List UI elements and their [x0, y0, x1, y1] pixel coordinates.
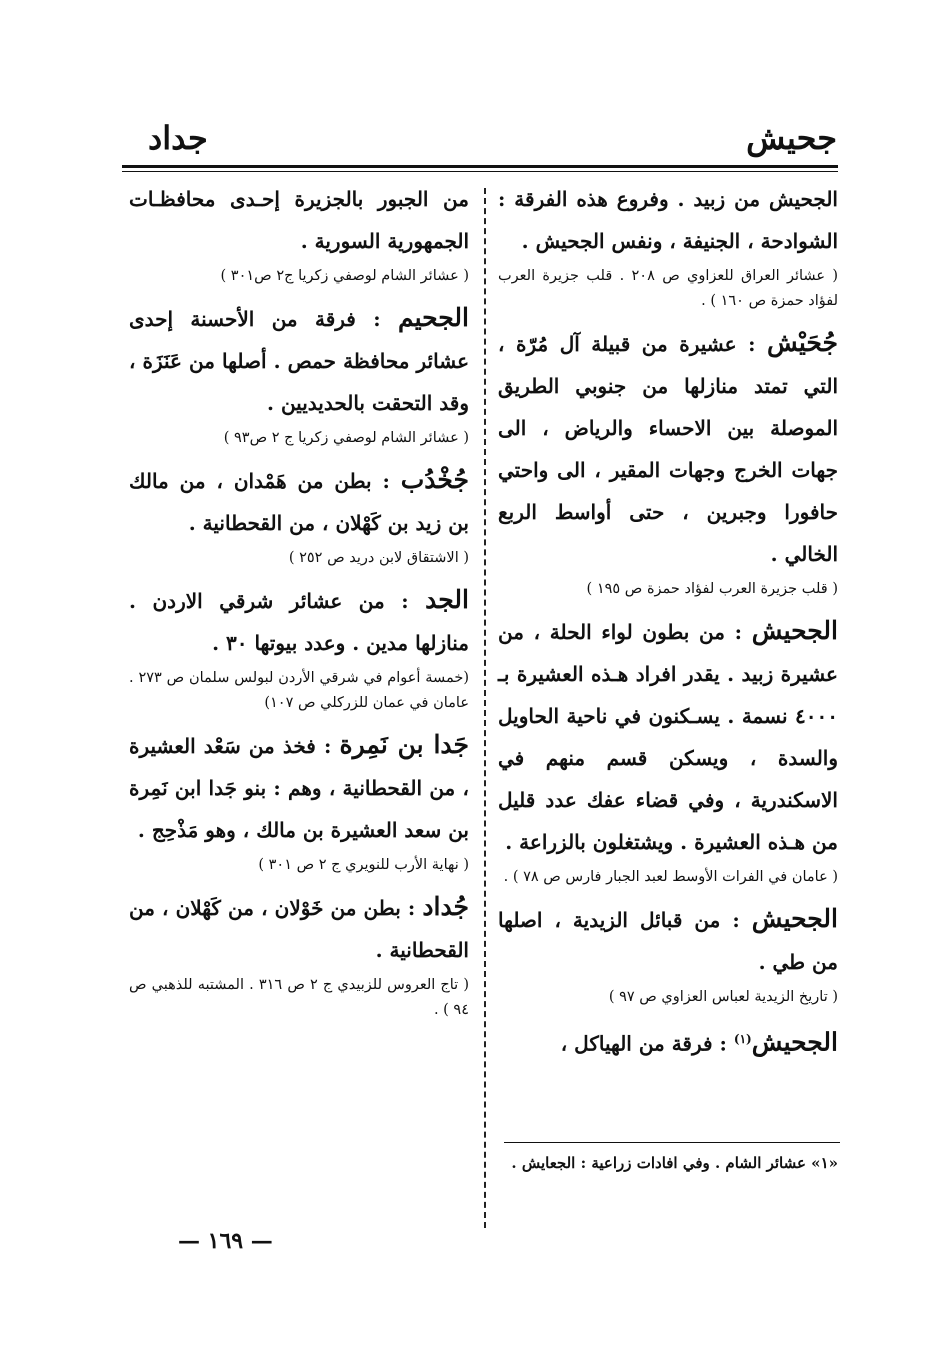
left-column — [129, 178, 469, 1031]
entry-source: ( عشائر الشام لوصفي زكريا ج ٢ ص٩٣ ) — [223, 430, 469, 446]
entry-headword: جَدا بن نَمِرة — [339, 730, 469, 759]
entry — [129, 459, 469, 544]
entry-source: ( عشائر العراق للعزاوي ص ٢٠٨ . قلب جزيرة العرب لفؤاد حمزة ص ١٦٠ ) . — [498, 268, 838, 309]
entry-text: : من قبائل الزيدية ، اصلها من طي . — [498, 908, 838, 974]
entry-headword: الجد — [425, 585, 469, 614]
entry — [129, 579, 469, 664]
entry — [498, 898, 838, 983]
entry-headword: جُداد — [422, 892, 470, 921]
entry — [129, 886, 469, 971]
entry-text: : فرقة من الهياكل ، — [560, 1031, 727, 1056]
page-number: — ١٦٩ — — [178, 1228, 273, 1254]
entry-text: : بطن من هَمْدان ، من مالك بن زيد بن كَهْلان ، من القحطانية . — [129, 469, 469, 535]
footnote-rule — [504, 1142, 840, 1143]
header-rule-thin — [122, 171, 838, 172]
entry-headword: الجحيش — [751, 904, 838, 933]
entry-text: : من عشائر شرقي الاردن . منازلها مدين . وعدد بيوتها ٣٠ . — [129, 589, 469, 655]
entry — [129, 297, 469, 424]
entry-source: ( قلب جزيرة العرب لفؤاد حمزة ص ١٩٥ ) — [586, 581, 838, 597]
entry-text: : بطن من خَوْلان ، من كَهْلان ، من القحطانية . — [129, 896, 469, 962]
running-head-left: جداد — [148, 119, 208, 157]
footnote: «١» عشائر الشام . وفي افادات زراعية : الجعايش . — [511, 1154, 838, 1172]
entry — [498, 1018, 838, 1065]
entry-source: ( نهاية الأرب للنويري ج ٢ ص ٣٠١ ) — [258, 857, 469, 873]
entry-source: ( عامان في الفرات الأوسط لعبد الجبار فارس ص ٧٨ ) . — [503, 869, 838, 885]
entry-continuation: الجحيش من زبيد . وفروع هذه الفرقة : الشوادحة ، الجنيفة ، ونفس الجحيش . — [498, 187, 838, 253]
header-rule-thick — [122, 165, 838, 168]
entry — [498, 610, 838, 863]
entry-continuation: من الجبور بالجزيرة إحـدى محافظـات الجمهورية السورية . — [129, 187, 469, 253]
entry-source: (خمسة أعوام في شرقي الأردن لبولس سلمان ص ٢٧٣ . عامان في عمان للزركلي ص ١٠٧) — [129, 670, 469, 711]
entry — [498, 322, 838, 575]
entry-text: : عشيرة من قبيلة آل مُرّة ، التي تمتد منازلها من جنوبي الطريق الموصلة بين الاحساء والرياض ، الى جهات الخرج وجهات المقير ، الى واحتي حافورا وجبرين ، حتى أواسط الربع الخالي . — [498, 332, 838, 566]
entry-source: ( الاشتقاق لابن دريد ص ٢٥٢ ) — [288, 550, 469, 566]
entry-headword: جُخْدُب — [400, 465, 469, 494]
entry-source: ( عشائر الشام لوصفي زكريا ج٢ ص٣٠١ ) — [220, 268, 469, 284]
entry-headword: الجحيش — [751, 1027, 838, 1057]
right-column — [498, 178, 838, 1065]
entry-source: ( تاج العروس للزبيدي ج ٢ ص ٣١٦ . المشتبه للذهبي ص ٩٤ ) . — [129, 977, 469, 1018]
entry-headword: الجحيش — [751, 616, 838, 645]
entry-text: : من بطون لواء الحلة ، من عشيرة زبيد . يقدر افراد هـذه العشيرة بـ ٤٠٠٠ نسمة . يسـكنون في ناحية الحاويل والسدة ، ويسكن قسم منهم في الاسكندرية ، وفي قضاء عفك عدد قليل من هـذه العشيرة . ويشتغلون بالزراعة . — [498, 620, 838, 854]
entry-headword: جُحَيْش — [766, 328, 838, 357]
entry-source: ( تاريخ الزيدية لعباس العزاوي ص ٩٧ ) — [608, 989, 838, 1005]
entry — [129, 724, 469, 851]
running-head-right: جحيش — [746, 119, 837, 157]
footnote-marker: (١) — [733, 1032, 752, 1046]
column-separator — [484, 188, 486, 1228]
entry-text: : فرقة من الأحسنة إحدى عشائر محافظة حمص . أصلها من عَنَزَة ، وقد التحقت بالحديديين . — [129, 307, 469, 415]
entry-headword: الجحيم — [397, 303, 469, 332]
entry-text: : فخذ من سَعْد العشيرة ، من القحطانية ، وهم : بنو جَدا ابن نَمِرة بن سعد العشيرة بن مالك ، وهو مَذْحِج . — [129, 734, 469, 842]
